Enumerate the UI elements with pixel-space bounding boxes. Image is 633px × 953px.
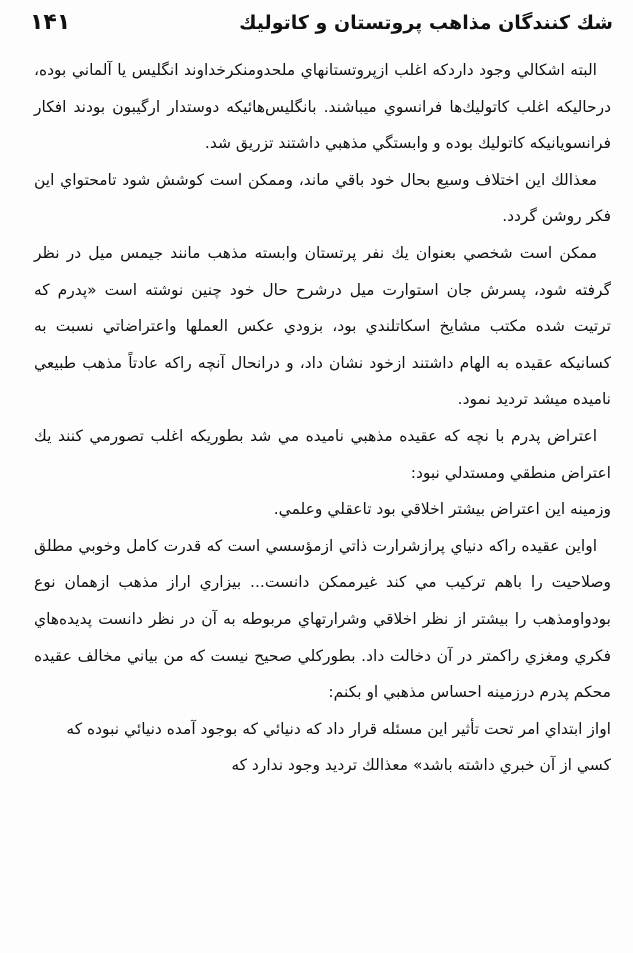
paragraph-6: اواز ابتداي امر تحت تأثير اين مسئله قرار داد كه دنيائي كه بوجود آمده دنيائي نبوده كه كسي از آن خبري داشته باشد» معذالك ترديد وجود ندارد كه [66, 719, 611, 775]
body-text [34, 52, 611, 784]
paragraph-5: اواين عقيده راكه دنياي پرازشرارت ذاتي ازمؤسسي است كه قدرت كامل وخوبي مطلق وصلاحيت را باهم تركيب مي كند غيرممكن دانست... بيزاري اراز مذهب ازهمان نوع بودواومذهب را بيشتر از نظر اخلاقي وشرارتهاي مربوطه به آن در نظر دانست پديده‌هاي فكري ومغزي راكمتر در آن دخالت داد. بطوركلي صحيح نيست كه من بياني مخالف عقيده محكم پدرم درزمينه احساس مذهبي او بكنم: [34, 536, 611, 702]
page-number: ۱۴۱ [30, 10, 71, 35]
paragraph-1: البته اشكالي وجود داردكه اغلب ازپروتستانهاي ملحدومنكرخداوند انگليس يا آلماني بوده، درحاليكه اغلب كاتوليك‌ها فرانسوي ميباشند. بانگليس‌هائيكه دوستدار ارگيبون بودند افكار فرانسويانيكه كاتوليك بوده و وابستگي مذهبي داشتند تزريق شد. [34, 61, 611, 153]
quoted-line: وزمينه اين اعتراض بيشتر اخلاقي بود تاعقلي وعلمي. [273, 500, 611, 519]
paragraph-2: معذالك اين اختلاف وسيع بحال خود باقي ماند، وممكن است كوشش شود تامحتواي اين فكر روشن گردد. [34, 170, 611, 226]
page-header [30, 6, 613, 46]
paragraph-4: اعتراض پدرم با نچه كه عقيده مذهبي ناميده مي شد بطوريكه اغلب تصورمي كنند يك اعتراض منطقي ومستدلي نبود: [34, 426, 611, 482]
running-title: شك كنندگان مذاهب پروتستان و كاتوليك [239, 12, 613, 34]
paragraph-3: ممكن است شخصي بعنوان يك نفر پرتستان وابسته مذهب مانند جيمس ميل در نظر گرفته شود، پسرش جان استوارت ميل درشرح حال خود چنين نوشته است «پدرم كه ترتيت شده مكتب مشايخ اسكاتلندي بود، بزودي عكس العملها واعتراضاتي نسبت به كسانيكه عقيده به الهام داشتند ازخود نشان داد، و درانحال آنچه راكه عادتاً مذهب طبيعي ناميده ميشد ترديد نمود. [34, 243, 611, 409]
